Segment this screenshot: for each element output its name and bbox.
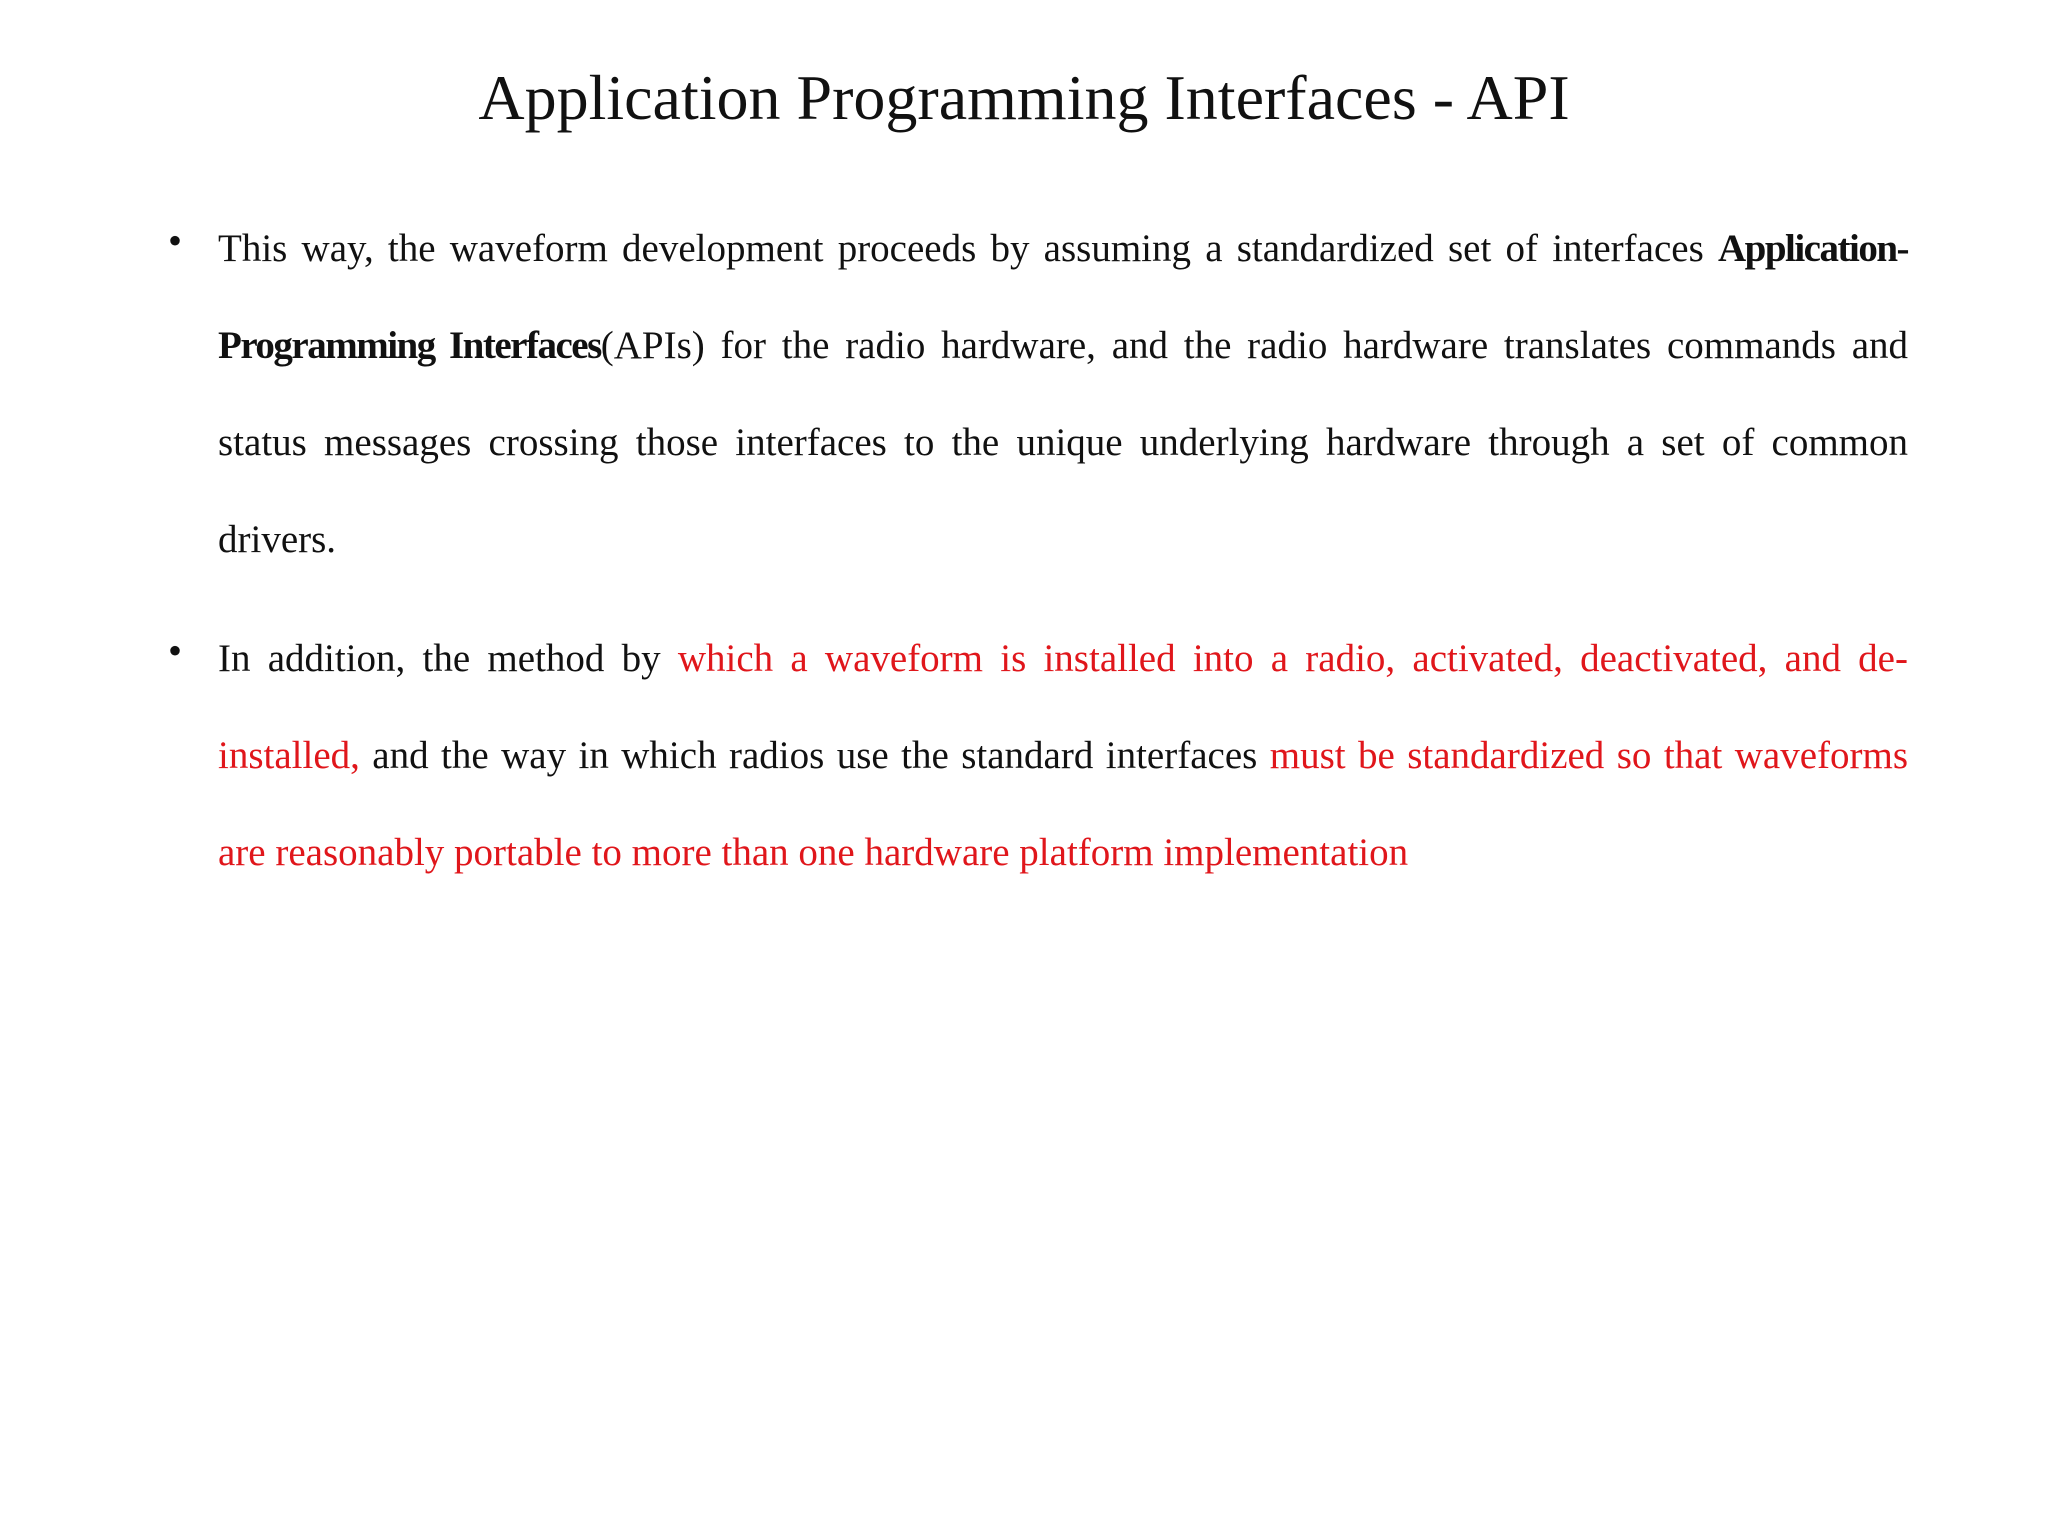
bullet-text-bold-segment: Application-Programming Interfaces — [218, 227, 1908, 367]
bullet-text-segment: and the way in which radios use the standard interfaces — [359, 734, 1270, 777]
bullet-text-highlight-segment: which a waveform is installed into a radio, activated, deactivated, and de-installed, — [218, 637, 1908, 777]
bullet-text-segment: In addition, the method by — [218, 637, 678, 680]
bullet-dot-icon: • — [168, 628, 183, 673]
slide-title: Application Programming Interfaces - API — [478, 62, 1570, 133]
bullet-dot-icon: • — [168, 218, 183, 263]
bullet-text-highlight-segment: must be standardized so that waveforms are reasonably portable to more than one hardware platform implementation — [218, 734, 1909, 874]
bullet-text-segment: (APIs) for the radio hardware, and the radio hardware translates commands and status messages crossing those interfaces to the unique underlying hardware through a set of common drivers. — [218, 324, 1909, 561]
bullet-item-portability — [168, 610, 1909, 901]
bullet-text-segment: This way, the waveform development proceeds by assuming a standardized set of interfaces — [218, 227, 1718, 270]
bullet-item-interfaces — [168, 200, 1909, 588]
bullet-list — [0, 200, 2048, 901]
